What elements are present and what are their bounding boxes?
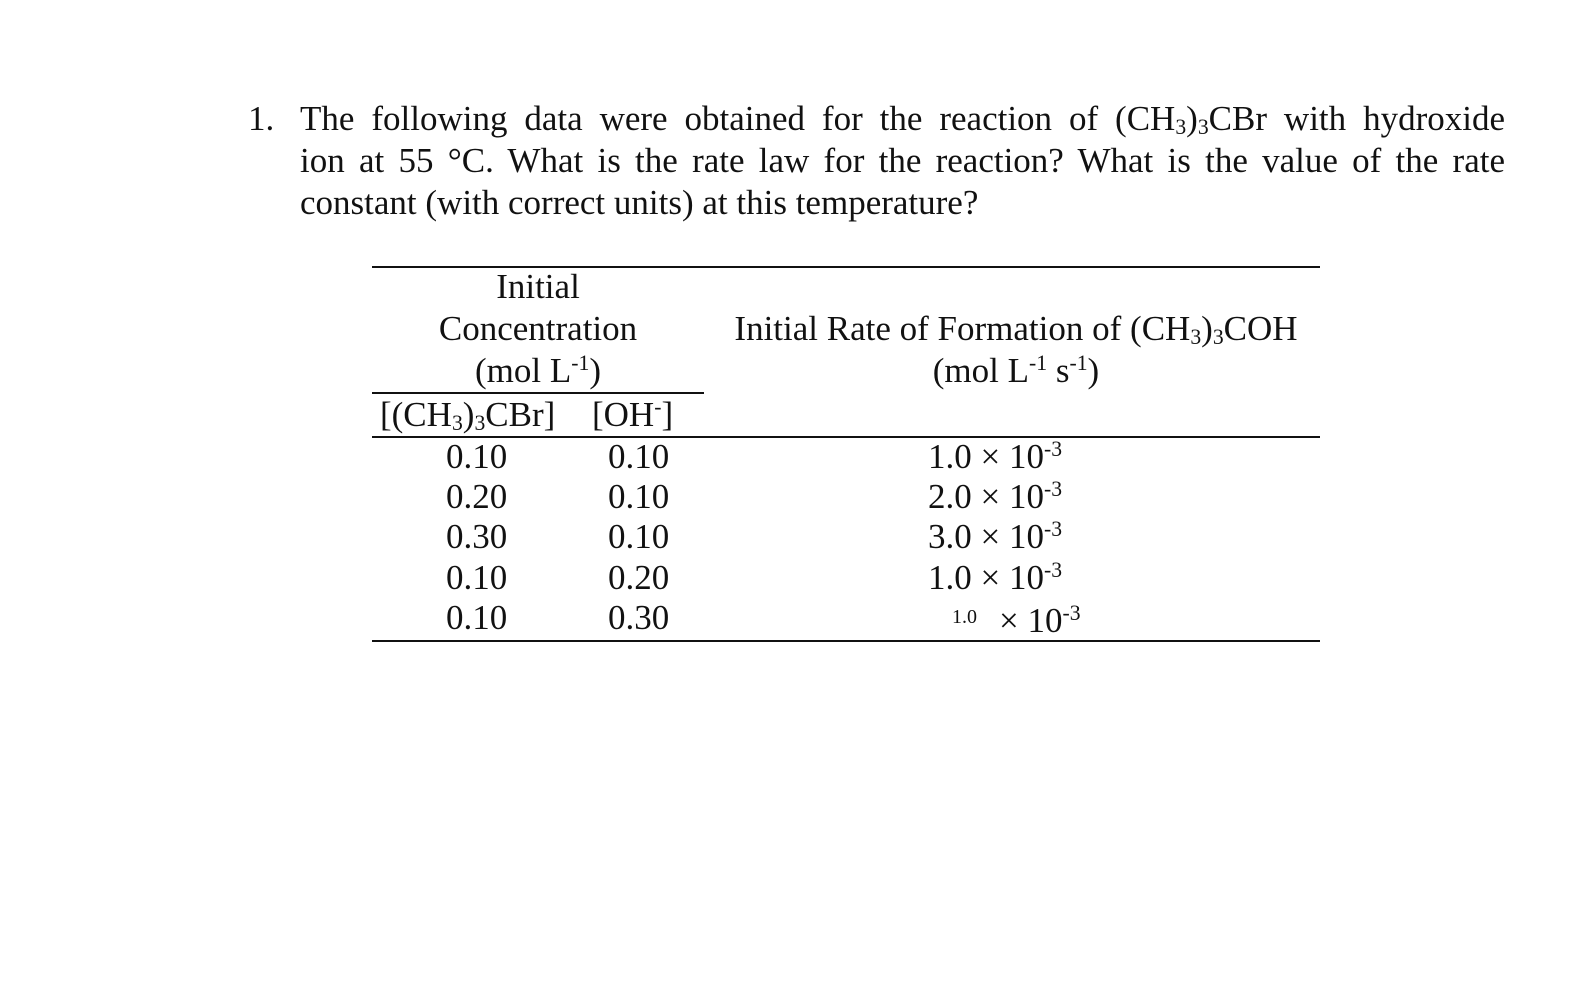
- rate-value: $1.0 \times 10^{-3}$: [928, 437, 1063, 476]
- rate-value: $2.0 \times 10^{-3}$: [928, 477, 1063, 516]
- oh-value: 0.10: [608, 437, 670, 476]
- rate-value: $^{1.0} \times 10^{-3}$: [952, 601, 1081, 640]
- oh-value: 0.10: [608, 517, 670, 556]
- cbr-value: 0.10: [446, 558, 508, 597]
- rate-data-table: [372, 266, 1320, 646]
- table-bottom-rule: [372, 640, 1320, 642]
- rate-value: $1.0 \times 10^{-3}$: [928, 558, 1063, 597]
- question-line-1: The following data were obtained for the reaction of $(CH_3)_3CBr$ with hydroxide: [300, 99, 1505, 139]
- cbr-value: 0.20: [446, 477, 508, 516]
- question-number: 1.: [248, 99, 275, 138]
- question-text: [300, 98, 1505, 224]
- oh-value: 0.30: [608, 598, 670, 637]
- question-line-2: ion at 55 °C. What is the rate law for the reaction? What is the value of the rate: [300, 141, 1505, 180]
- cbr-column-header: $[(CH_3)_3CBr]$: [380, 395, 556, 435]
- rate-header: Initial Rate of Formation of $(CH_3)_3COH$ (mol $L^{-1}$ $s^{-1}$): [734, 309, 1298, 390]
- oh-column-header: [OH-]: [592, 395, 674, 434]
- cbr-value: 0.30: [446, 517, 508, 556]
- oh-value: 0.10: [608, 477, 670, 516]
- cbr-value: 0.10: [446, 437, 508, 476]
- cbr-value: 0.10: [446, 598, 508, 637]
- header-bottom-rule: [372, 436, 1320, 438]
- question-line-3: constant (with correct units) at this temperature?: [300, 183, 979, 222]
- rate-value: $3.0 \times 10^{-3}$: [928, 517, 1063, 556]
- concentration-header: Initial Concentration (mol $L^{-1}$): [438, 267, 638, 390]
- oh-value: 0.20: [608, 558, 670, 597]
